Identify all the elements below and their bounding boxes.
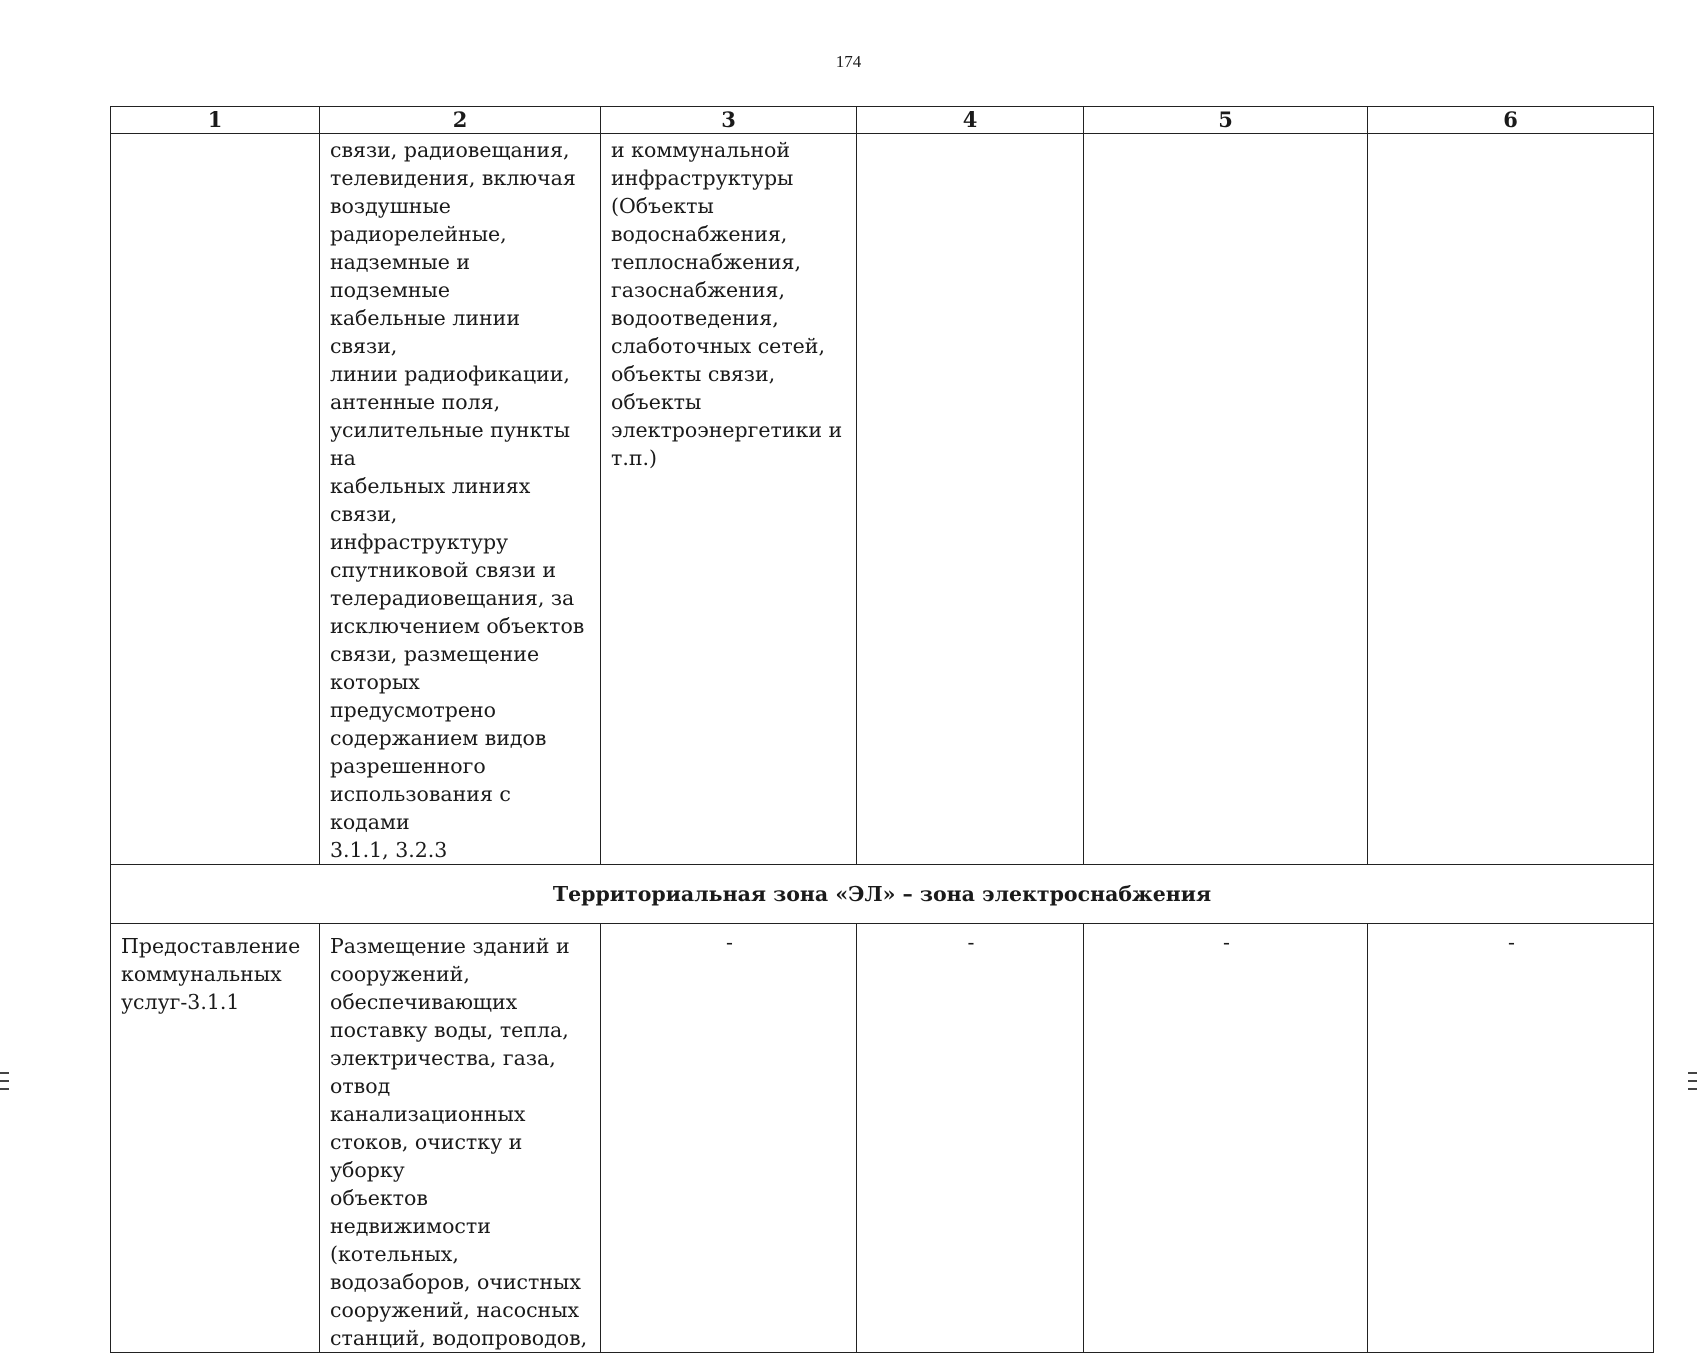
- cell-use-description: связи, радиовещания, телевидения, включая воздушные радиорелейные, надземные и подземные кабельные линии связи, линии радиофикации, антенные поля, усилительные пункты на кабельных линиях связи, инфраструктуру спутниковой связи и телерадиовещания, за исключением объектов связи, размещение которых предусмотрено содержанием видов разрешенного использования с кодами 3.1.1, 3.2.3: [320, 134, 601, 865]
- cell-column-5: [1084, 134, 1368, 865]
- cell-column-4: [857, 134, 1084, 865]
- column-header-4: 4: [857, 107, 1084, 134]
- header-row: [111, 107, 1654, 134]
- table-row: [111, 134, 1654, 865]
- zone-title: Территориальная зона «ЭЛ» – зона электроснабжения: [111, 865, 1654, 924]
- left-margin-mark: [0, 1072, 9, 1090]
- zone-header-row: [111, 865, 1654, 924]
- cell-column-5: -: [1084, 924, 1368, 1353]
- column-header-3: 3: [601, 107, 857, 134]
- cell-use-type: [111, 134, 320, 865]
- regulations-table: [110, 106, 1654, 1353]
- column-header-5: 5: [1084, 107, 1368, 134]
- cell-use-type: Предоставление коммунальных услуг-3.1.1: [111, 924, 320, 1353]
- table-row: [111, 924, 1654, 1353]
- column-header-6: 6: [1368, 107, 1654, 134]
- right-margin-mark: [1688, 1072, 1697, 1090]
- cell-column-6: [1368, 134, 1654, 865]
- column-header-2: 2: [320, 107, 601, 134]
- column-header-1: 1: [111, 107, 320, 134]
- page-number: 174: [835, 52, 862, 71]
- cell-column-3: и коммунальной инфраструктуры (Объекты водоснабжения, теплоснабжения, газоснабжения, водоотведения, слаботочных сетей, объекты связи, объекты электроэнергетики и т.п.): [601, 134, 857, 865]
- cell-column-6: -: [1368, 924, 1654, 1353]
- cell-use-description: Размещение зданий и сооружений, обеспечивающих поставку воды, тепла, электричества, газа, отвод канализационных стоков, очистку и уборку объектов недвижимости (котельных, водозаборов, очистных сооружений, насосных станций, водопроводов,: [320, 924, 601, 1353]
- cell-column-4: -: [857, 924, 1084, 1353]
- cell-column-3: -: [601, 924, 857, 1353]
